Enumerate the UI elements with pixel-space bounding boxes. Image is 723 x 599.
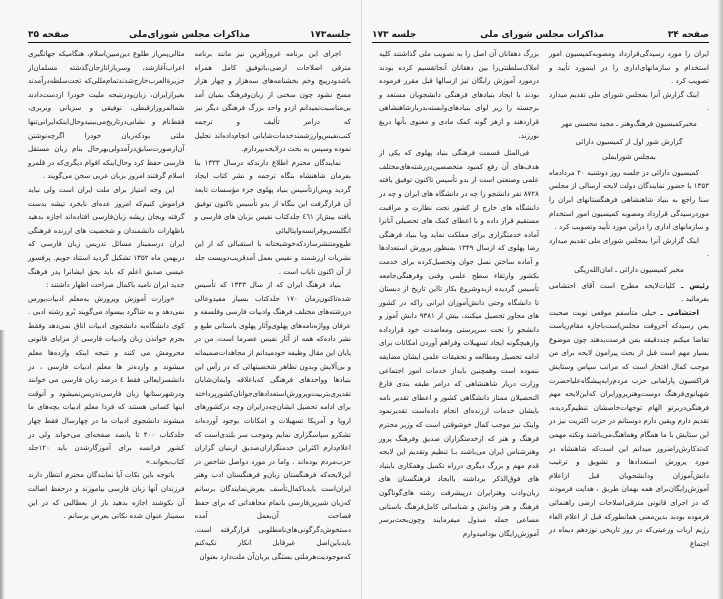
right-page-number: صفحه ۳۴ <box>667 30 709 40</box>
paragraph: فی‌المثل قسمت فرهنگی بنیاد پهلوی که یکی از هدف‌های آن رفع کمبود متخصصین‌دررشته‌های‌مختلف علمی وصنعتی است از بدو تأسیس تاکنون توفیق یافته ۸۷۲۸ نفر دانشجو را چه در دانشگاه های ایران و چه در دانشگاه های خارج از کشور تحت نظارت و مراقبت مستقیم قرار داده و با اعطای کمک های تحصیلی آنانرا آماده خدمتگزاری برای مملکت نماید وبا بنیاد فرهنگی رضا پهلوی که ازسال ۱۳۴۹ بمنظور پرورش استعدادها و آماده ساختن نسل جوان وتحصیل‌کرده برای خدمت بکشور وارتقاء سطح علمی وفنی وفرهنگی‌جامعه تأسیس گردیده ازبدوشروع بکار تااین تاریخ از دبستان تا دانشگاه وحتی دانش‌آموزان ایرانی راکه در کشور های مجاور تحصیل میکنند، بیش از ۹۳۸۱ دانش آموز و دانشجو را تحت سرپرستی ومعاضدت خود قرارداده وازهیچگونه ایجاد تسهیلات وفراهم آوردن امکانات برای ادامه تحصیل ومطالعه و تحقیقات علمی ایشان مضایقه ننموده است وهمچنین بایداز خدمات امور اجتماعی وزارت دربار شاهنشاهی که درامر طبقه بندی فارغ التحصیلان ممتاز دانشگاهی کشور و اعطای تقدیر نامه بایشان خدمات ارزنده‌ای انجام داده‌است تقدیرنمود واینک نیز موجب کمال خوشوقتی است که وزیر محترم فرهنگ و هنر که ازخدمتگزاران صدیق وفرهنگ پرور وهنرشناس ایران می‌باشند بـا تنظیم وتقدیم این لایحه قدم مهم و بزرگ دیگری درراه تکمیل وهمکاری بابنیاد های فوق‌الذکر برداشته باایجاد فرهنگستان های زبان‌وادب وهنرایران درپیشرفت رشته های‌گوناگون فرهنگ و هنر ودانش و شناسائی کامل‌فرهنگ باستانی مساعی جمله مبذول میفرمایند وچون‌بحث‌برسر آموزش‌رایگان بوداميدوارم <box>379 148 539 538</box>
addressee: بمجلس شورایملی <box>602 152 656 162</box>
right-page-title: مذاکرات مجلس شورای ملی <box>480 30 605 40</box>
right-page-inner-column <box>379 47 539 550</box>
paragraph: نمایندگان محترم اطلاع دارندکه درسال ۱۳۳۳ بنا بفرمان شاهنشاه بنگاه ترجمه و نشر کتاب ایجاد گردید وپس‌ازتأسیس بنیاد پهلوی جزء مؤسسات تابعة آن قرارگرفت این بنگاه از بدو تأسیس تاکنون توفیق یافته بیش‌از ٤٦١ جلدکتاب نفیس بزبان های فارسی و انگلیسی‌وفرانسه‌وایتالیائی طبع‌ومنتشرسازدکه‌خوشبختانه با استقبالی که از این نشریات ارزشمند و نفیس بعمل آمدقریب‌دویست جلد از آن اکنون نایاب است . <box>194 157 351 276</box>
paragraph: اجرای این برنامه غرور‌آفرین نیز مانند برنامه مترقی اصلاحات ارضی،باتوفیق کامل همراه باشدودرپیچ وخم بخشنامه‌های سه‌هزار و چهار هزار مسخ نشود چون سخنی از زبان‌وفرهنگ بمیان آمد بی‌مناسبت‌نمیدانم ازدو واحد بزرگ فرهنگی دیگر نیز که درامر تألیف و ترجمه کتب‌نفیس‌وارزشمندخدمات‌شایانی انجام‌داده‌اند تجلیل نموده وسپس به بحث درلایحه‌بپردازم. <box>194 49 351 154</box>
section-heading: گزارش شور اول از کمیسیون دارائی <box>575 136 683 146</box>
quote-paragraph: «وزارت آموزش وپرورش به‌معلم ادبیات‌پورس نمی‌دهد و به شاگرد بیسواد می‌گویند بُرو رشته ادبی . کوی دانشگاه‌به دانشجوی ادبیات اتاق نمی‌دهد وفقط بجرم خواندن زبان وادبیات فارسی از مزایای قانونی محرومش می کنند و نتیجه اینکه وازده‌ها معلم میشوند و وازده‌تر ها معلم ادبیات فارسی ، در دانشسرایعالی فقط ٤ درصد زبان فارسی می خوانند ودرشهرستانها زبان فارسی‌تدریس‌نمیشود و آنوقت اینها کسانی هستند که فردا معلم ادبیات بچه‌های ما میشوند دانشجوی ادبیات ما در چهارسال فقط چهار جلدکتاب ۴۰۰ تا پانصد صفحه‌ای می‌خواند ولی در کشور فرانسه برای آموزگارشدن باید ۱۲۰جلد کتاب‌بخواند.» <box>28 293 185 466</box>
signature: مخبر‌کمیسیون فرهنگ‌وهنر ـ مجید محسنی مهر <box>561 118 697 128</box>
right-page-outer-column <box>549 47 709 550</box>
right-page-session: جلسه ۱۷۳ <box>372 30 417 40</box>
speaker-paragraph <box>549 279 709 306</box>
paragraph: بزرگ دهقانان آن اصل را به تصویب ملی گذاشتند کلیه املاک‌سلطنتی‌را بین دهقانان آنجاتقسیم کرده بودند درمورد آموزش رایگان نیز ازسالها قبل مقرر فرموده بودند با ایجاد بنیادهای فرهنگی دانشجویان مستعد و برجسته را زیر لوای بنیادهای‌وابسته‌بدربارشاهنشاهی قراردهند و ازهر گونه کمک مادی و معنوی بآنها دریغ نورزند. <box>379 49 539 140</box>
right-page <box>362 0 723 599</box>
right-page-columns <box>372 47 709 550</box>
paragraph: کمیسیون دارائی در جلسه روز دوشنبه ۲۰ مردادماه ۱۳۵۳ با حضور نمایندگان دولت لایحه ارسالی از مجلس سنا راجع به بنیاد شاهنشاهی فرهنگستانهای ایران را موردرسیدگی قرارداد ومصوبه کمیسیون امور استخدام و سازمانهای اداری را دراین مورد تأیید وتصویب کرد . <box>549 167 709 232</box>
speaker-paragraph <box>549 306 709 551</box>
paragraph: اینک گزارش آنرا بمجلس شورای ملی تقدیم میدارد . <box>549 89 709 113</box>
paragraph: این وجه امتیاز برای ملت ایران است ولی نباید فراموش کنیم‌که امروز عده‌ای نابخرد تیشه بدست گرفته وبجان ریشه زبان‌فارسی افتاده‌اند اجازه بدهید باظهارات دانشمندان و شخصیت های ارزنده فرهنگی ایران درسمینار مسائل تدریس زبان فارسی که دربهمن ماه ۱۳۵۲ تشکیل گردید استناد جویم. پرفسور عیسی صدیق اعلم که باید بحق ایشانرا پدر فرهنگ جدید ایران نامید باکمال صراحت اظهار داشتند : <box>28 184 185 290</box>
left-page-number: صفحه ۳۵ <box>28 30 70 40</box>
left-page-columns <box>28 47 351 564</box>
paragraph: اینک گزارش آنرا بمجلس شورای ملی تقدیم میدارد . <box>549 235 709 259</box>
left-page-title: مذاکرات مجلس شورای‌ملی <box>129 30 250 40</box>
left-page-inner-column <box>195 47 352 564</box>
signature: مخبر کمیسیون دارائی ـ امان‌الله‌ریگی <box>574 264 684 274</box>
right-page-header <box>372 26 709 43</box>
left-page-outer-column <box>28 47 185 564</box>
paragraph: مثالی‌پس‌از طلوع دین‌مبین‌اسلام، هنگامیکه جهانگیری اعراب‌آغازشد، وسربازانازجان‌گذشته مسلمان‌از جزیرةالعرب‌خارج‌شدند‌تمام‌مللی‌که تحت‌سلطه‌در‌آمدند بغیرازایران، زبان‌ودرنتیجه ملیت خودرا ازدست‌دادند شمالمروزازقبطی، نوفیقی و سریانی وبربری، فقط‌نام و نشانی‌درتاریخ‌می‌بینیدوحال‌اینکه‌ایرانی‌تنها ملتی بود‌که‌زبان خودرا اگرچه‌نوشتن آن‌ازصورت‌سابق‌در‌آمدولی‌بهرحال بنام زبان مستقل فارسی حفظ کرد وحال‌اینکه اقوام دیگری‌که در قلمرو اسلام گرفتند امروز بزبان عربی سخن می‌گویند . <box>28 49 185 181</box>
left-page-session: جلسه۱۷۳ <box>309 30 351 40</box>
speech-text: کلیات‌لایحه مطرح است آقای احتشامی بفرمائید . <box>549 280 709 304</box>
paragraph: باتوجه باین نکات آیا نمایندگان محترم انتظار دارند فرزندان آنها زبان فارسی بیاموزند و درحفظ اصالت آن بکوشند اجازه بدهید باز از بعطالبی که در این سمینار عنوان شده نکاتی بعرض برسانم . <box>28 470 185 521</box>
speaker-name: رئیس ـ <box>681 280 709 290</box>
paragraph: ایران را مورد رسیدگی‌قرارداد ومصوبه‌کمیسیون امور استخدام و سازمانهای‌اداری را در اینمورد تأیید و تصویب کرد . <box>549 49 709 86</box>
left-page-header <box>28 26 351 43</box>
speech-text: خیلی متأسفم موقعی نوبت صحبت بمن رسیدکه آخروقت مجلس‌است‌باجازه مقام‌ریاست تقاضا میکنم چنددقیقه بمن فرصت‌بدهند چون موضوع بسیار مهم است قبل از بحث پیرامون لایحه برای من موجب کمال افتخار است که مراتب سپاس وستایش فراکسیون پارلمانی حزب مردم‌را‌به‌پیشگاه‌علیاحضرت شهبانوی‌فرهنگ دوست‌وهنرپرورایران که‌این‌لایحه مهم فرهنگی‌دربرتو الهام توجهات‌خاصشان تنظیم‌گردیده، تقدیم دارم ویقین دارم دوستانم در حزب اکثریت نیز در این ستایش با ما همگام وهماهنگ‌می‌باشند ونکته مهمی که‌تذکارش‌راضرور میدانم این است‌که شاهنشاه در مورد پرورش استعدادها و تشویق و ترغیب دانش‌آموزان ودانشجویان قبل ازاعلام آموزش‌رایگان‌برای همه بهمان طریق ، هدایت فرمودند که در اجرای قانونی مترقی‌اصلاحات ارضی راهنمائی فرموده بودند بدین‌معنی همانطورکه قبل از اعلام الغاء رژیم ارباب ورعیتی‌که در روز تاریخی نوزدهم دیماه در اجتماع <box>549 307 709 548</box>
speaker-name: احتشامی ـ <box>660 307 699 317</box>
paragraph: بنیاد فرهنگ ایران که از سال ۱۳۴۳ که تأسیس شده‌تاکنون‌زمان ۱۷۰ جلدکتاب بسیار مفیدوعالی دررشته‌های مختلف فرهنگ وادبیات فارسی وفلسفه و عرفان وواژه‌نامه‌های پهلوی‌وآثار پهلوی باستانی طبع و نشر داده‌که همه از آثار نفیس عصرما است، من در پایان این مقال وظیفه خودمیدانم از مجاهدات‌صمیمانه و بی‌آلایش وبدون تظاهر شخصیتهائی که در رأس این بنیادها وواحدهای فرهنگی که‌باعلاقه وایمان‌شایان تقدیرى‌بتربیت‌وپرورش‌استعدادهای‌جوانان‌کشورپرداخته برای ادامه تحصیل ایشان‌چه‌درایران وچه درکشورهای اروپا و آمریکا تسهیلات و امکانات بوجود آورده‌اند تشکرو سپاسگزاری نمایم وموجب سر بلندی‌است که اعلام‌دارم اکثراین خدمتگزاران‌صدیق ازبنیان گزاران حزب‌مردم بوده‌اند . واما در مورد دواصل شاخص در این‌لایحه‌که فرهنگستان زبان‌و فرهنگستان ادب وهنر ایران‌است بایدباکمال‌تأسف بعرض‌نمایندگان برسانم که‌زبان شیرین‌فارسی باتمام مجاهداتی که برای حفظ فصاحت آن‌بعمل آمده دستخوش‌دگرگونی‌های‌نامطلوبی قرارگرفته است. بایدباین‌اصل غیرقابل انکار تکیه‌کنم که‌موجودیت‌هرملتی بستگی بزبان‌آن ملت‌دارد بعنوان <box>194 280 351 561</box>
